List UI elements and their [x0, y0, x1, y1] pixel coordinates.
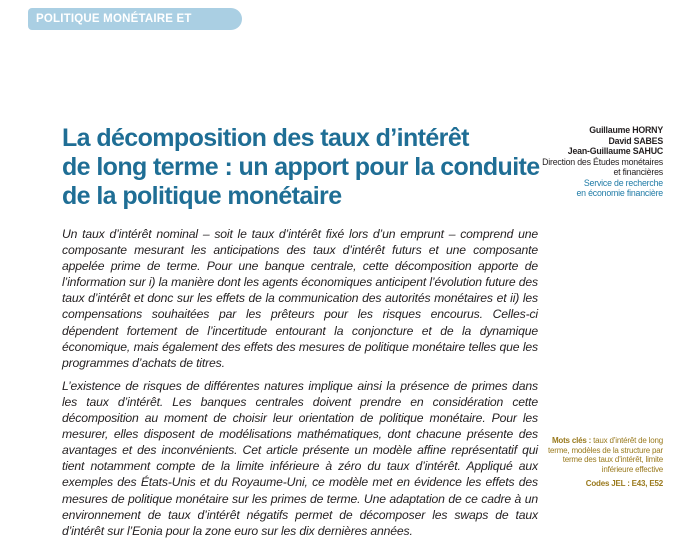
author-affiliation: Direction des Études monétaires	[542, 156, 663, 167]
author-service: Service de recherche	[583, 177, 663, 188]
abstract-paragraph: L’existence de risques de différentes natures implique ainsi la présence de primes dans les taux d’intérêt. Les banques centrales doivent prendre en considération cette décomposition au moment de choisir leur orientation de politique monétaire. Pour les mesurer, elles disposent de modélisations mathématiques, dont chacune présente des avantages et des inconvénients. Cet article présente un modèle affine représentatif qui tient notamment compte de la limite inférieure à zéro du taux d’intérêt. Appliqué aux exemples des États-Unis et du Royaume-Uni, ce modèle met en évidence les effets des mesures de politique monétaire sur les primes de terme. Une adaptation de ce cadre à un environnement de taux d’intérêt négatifs permet de décomposer les swaps de taux d’intérêt sur l’Eonia pour la zone euro sur les dix dernières années.	[62, 378, 538, 538]
author-affiliation: et financières	[613, 167, 663, 177]
abstract-body	[62, 226, 538, 546]
article-title	[62, 124, 540, 211]
author-name: David SABES	[608, 135, 663, 146]
keywords-label: Mots clés :	[551, 436, 592, 445]
author-name: Guillaume HORNY	[589, 125, 663, 135]
author-service: en économie financière	[576, 188, 663, 198]
keywords-text: taux d’intérêt de long terme, modèles de la structure par terme des taux d’intérêt, limite inférieure effective	[547, 436, 663, 474]
title-line: La décomposition des taux d’intérêt	[62, 124, 469, 152]
abstract-paragraph: Un taux d’intérêt nominal – soit le taux d’intérêt fixé lors d’un emprunt – comprend une composante mesurant les anticipations des taux d’intérêt futurs et une composante appelée prime de terme. Pour une banque centrale, cette décomposition apporte de l’information sur i) la manière dont les agents économiques anticipent l’évolution future des taux d’intérêt et donc sur les effets de la communication des autorités monétaires et ii) les compensations souhaitées par les prêteurs pour les risques encourus. Celles-ci dépendent fortement de l’incertitude entourant la conjoncture et de la dynamique économique, mais également des effets des mesures de politique monétaire telles que les programmes d’achats de titres.	[62, 227, 538, 370]
title-line: de long terme : un apport pour la conduite	[62, 153, 540, 181]
section-tag: POLITIQUE MONÉTAIRE ET INFLATION	[28, 8, 242, 30]
author-block	[493, 125, 663, 199]
keywords-block	[533, 436, 663, 489]
title-line: de la politique monétaire	[62, 182, 342, 210]
jel-codes: Codes JEL : E43, E52	[585, 479, 663, 489]
author-name: Jean-Guillaume SAHUC	[567, 146, 663, 156]
